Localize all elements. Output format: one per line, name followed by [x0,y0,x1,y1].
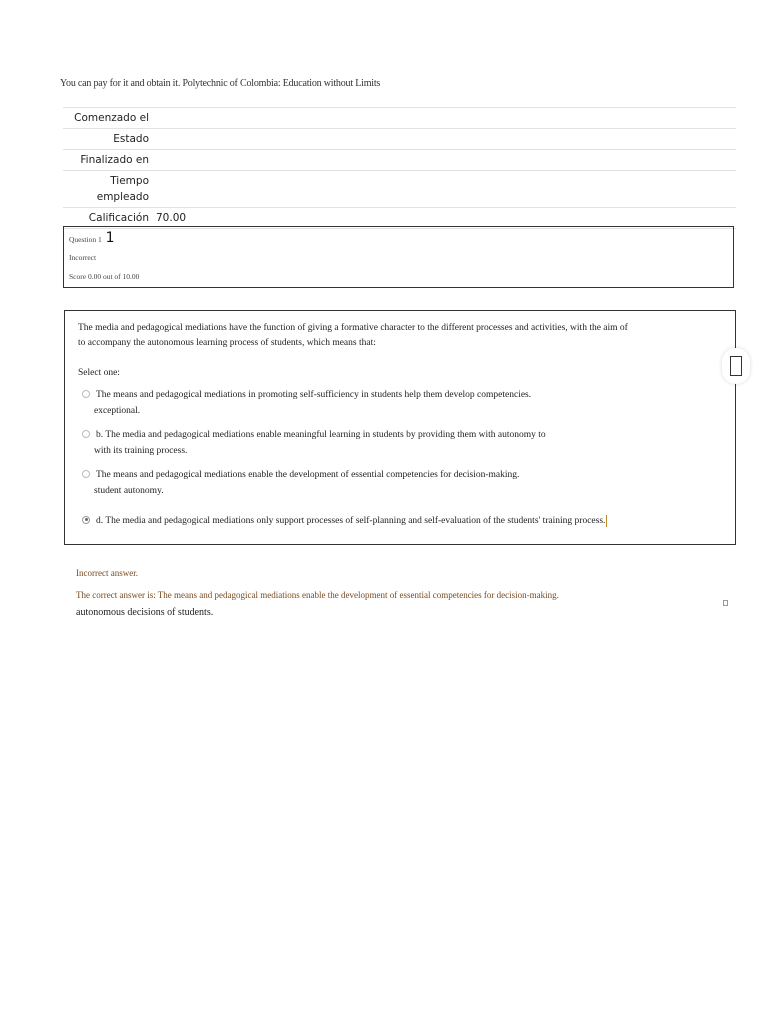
summary-label: Finalizado en [80,154,149,166]
radio-icon[interactable] [82,390,90,398]
option-text: The means and pedagogical mediations enable the development of essential competencies for decision-making. [96,470,520,480]
question-info-box [63,226,734,288]
page-header-text: You can pay for it and obtain it. Polytechnic of Colombia: Education without Limits [60,78,381,89]
select-one-prompt: Select one: [78,368,120,378]
summary-row-finished [63,150,736,171]
question-text [78,321,638,351]
option-text: The means and pedagogical mediations in promoting self-sufficiency in students help them develop competencies. [96,390,532,400]
feedback-correct-answer-cont: autonomous decisions of students. [76,607,214,618]
attempt-summary-table [63,107,736,229]
summary-value [149,129,156,149]
option-text-cont: exceptional. [94,406,141,416]
question-state: Incorrect [69,253,97,262]
radio-icon[interactable] [82,470,90,478]
summary-value [149,171,156,207]
question-label: Question 1 [69,235,102,244]
flag-question-icon [730,356,742,376]
summary-label: Calificación [88,212,149,224]
summary-label: Estado [113,133,149,145]
question-number: 1 [105,230,115,246]
answer-option-c[interactable] [82,467,519,499]
summary-row-state [63,129,736,150]
question-text-line: The media and pedagogical mediations have the function of giving a formative character to the different processes and activities, with the aim of [78,323,628,333]
summary-label: Tiempo empleado [96,175,149,203]
option-text: d. The media and pedagogical mediations only support processes of self-planning and self-evaluation of the students' training process. [96,516,606,526]
radio-selected-icon[interactable] [82,516,90,524]
question-content-box [64,310,736,545]
summary-label: Comenzado el [74,112,149,124]
flag-question-button[interactable] [722,348,750,384]
question-score: Score 0.00 out of 10.00 [69,272,140,281]
summary-row-time-taken [63,171,736,208]
small-box-icon [723,600,728,606]
summary-value: 70.00 [156,212,187,224]
answer-option-a[interactable] [82,387,531,419]
feedback-correct-answer: The correct answer is: The means and pedagogical mediations enable the development of essential competencies for decision-making. [76,590,559,600]
option-text-cont: student autonomy. [94,486,164,496]
answer-option-d[interactable] [82,513,607,529]
feedback-result: Incorrect answer. [76,568,138,578]
radio-icon[interactable] [82,430,90,438]
summary-row-started [63,108,736,129]
summary-value [149,150,156,170]
option-text-cont: with its training process. [94,446,188,456]
question-text-line: to accompany the autonomous learning process of students, which means that: [78,338,376,348]
text-cursor [606,515,607,527]
question-number-row [69,231,728,247]
summary-value [149,108,156,128]
option-text: b. The media and pedagogical mediations enable meaningful learning in students by providing them with autonomy to [96,430,546,440]
answer-option-b[interactable] [82,427,546,459]
